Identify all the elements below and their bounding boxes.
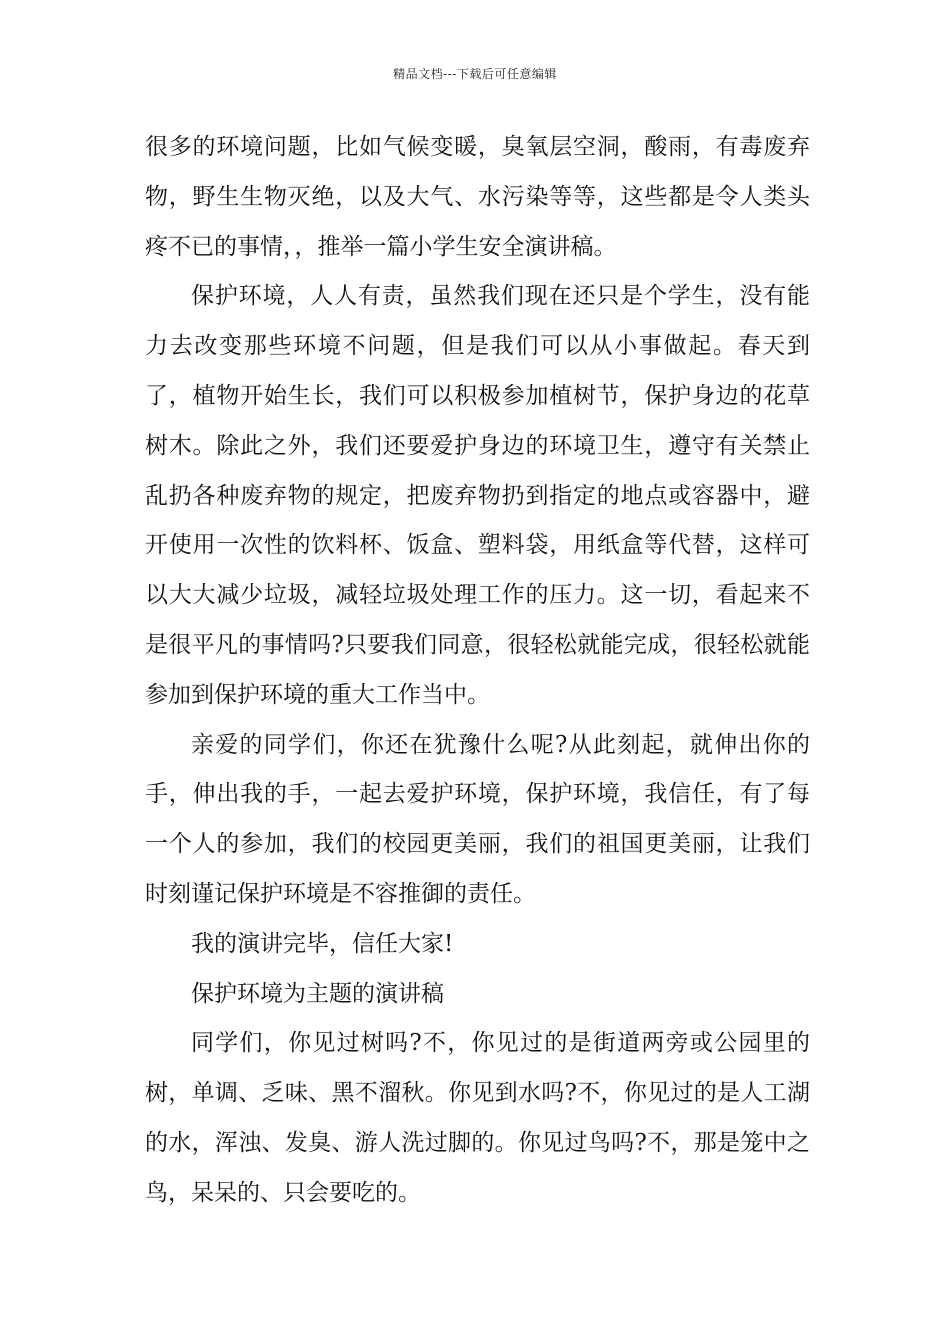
paragraph-second-speech: 同学们，你见过树吗?不，你见过的是街道两旁或公园里的树，单调、乏味、黑不溜秋。你见到水吗?不，你见过的是人工湖的水，浑浊、发臭、游人洗过脚的。你见过鸟吗?不，那是笼中之鸟，呆呆的、只会要吃的。 [145,1030,810,1206]
paragraph-closing: 我的演讲完毕，信任大家! [191,930,454,957]
paragraph-responsibility: 保护环境，人人有责，虽然我们现在还只是个学生，没有能力去改变那些环境不问题，但是我们可以从小事做起。春天到了，植物开始生长，我们可以积极参加植树节，保护身边的花草树木。除此之外，我们还要爱护身边的环境卫生，遵守有关禁止乱扔各种废弃物的规定，把废弃物扔到指定的地点或容器中，避开使用一次性的饮料杯、饭盒、塑料袋，用纸盒等代替，这样可以大大减少垃圾，减轻垃圾处理工作的压力。这一切，看起来不是很平凡的事情吗?只要我们同意，很轻松就能完成，很轻松就能参加到保护环境的重大工作当中。 [145,283,810,708]
page-header: 精品文档---下载后可任意编辑 [393,67,557,81]
section-title: 保护环境为主题的演讲稿 [191,980,444,1007]
paragraph-intro: 很多的环境问题，比如气候变暖，臭氧层空洞，酸雨，有毒废弃物，野生生物灭绝，以及大气、水污染等等，这些都是令人类头疼不已的事情，，推举一篇小学生安全演讲稿。 [145,134,810,260]
document-body [145,123,810,1219]
paragraph-call-to-action: 亲爱的同学们，你还在犹豫什么呢?从此刻起，就伸出你的手，伸出我的手，一起去爱护环境，保护环境，我信任，有了每一个人的参加，我们的校园更美丽，我们的祖国更美丽，让我们时刻谨记保护环境是不容推御的责任。 [145,731,810,907]
